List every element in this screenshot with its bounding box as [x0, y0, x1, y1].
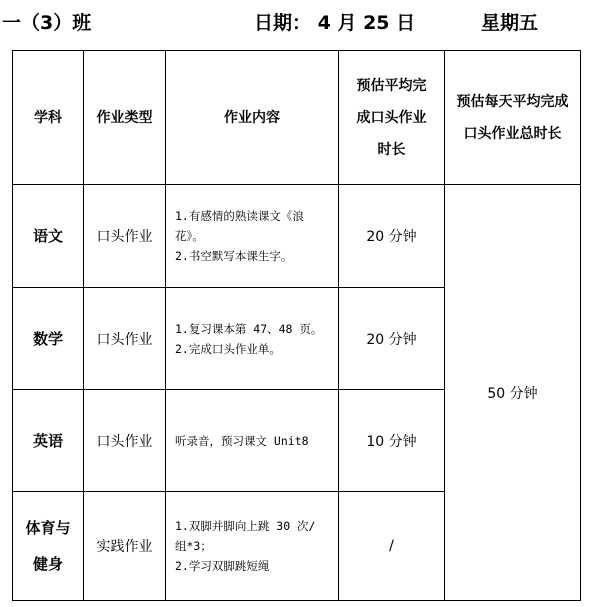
col-avg-time-line: 成口头作业	[356, 109, 427, 126]
content-cell	[166, 390, 339, 492]
content-line: 1.双脚并脚向上跳 30 次/	[175, 519, 316, 533]
col-avg-time-line: 时长	[377, 141, 406, 158]
col-daily-total	[445, 51, 581, 185]
type-cell: 口头作业	[84, 185, 166, 288]
daily-total-cell: 50 分钟	[445, 185, 581, 601]
avg-time-cell: 10 分钟	[339, 390, 445, 492]
content-line: 1.复习课本第 47、48 页。	[175, 321, 323, 336]
col-daily-total-line: 预估每天平均完成	[456, 93, 569, 110]
date: 日期： 4 月 25 日	[254, 12, 416, 34]
type-cell: 口头作业	[84, 288, 166, 390]
avg-time-cell: 20 分钟	[339, 288, 445, 390]
subject-line: 体育与	[25, 519, 71, 537]
col-type: 作业类型	[84, 51, 166, 185]
subject-line: 健身	[32, 555, 63, 573]
subject-cell	[13, 492, 84, 601]
subject-cell: 语文	[13, 185, 84, 288]
content-cell	[166, 492, 339, 601]
avg-time-cell: 20 分钟	[339, 185, 445, 288]
content-cell	[166, 288, 339, 390]
header-row	[13, 51, 581, 185]
content-line: 组*3；	[175, 539, 212, 553]
homework-table	[12, 50, 581, 601]
col-subject: 学科	[13, 51, 84, 185]
content-line: 1.有感情的熟读课文《浪	[175, 209, 304, 223]
type-cell: 口头作业	[84, 390, 166, 492]
col-avg-time	[339, 51, 445, 185]
header	[0, 8, 589, 34]
content-line: 2.完成口头作业单。	[175, 341, 281, 356]
subject-cell: 英语	[13, 390, 84, 492]
avg-time-cell: /	[339, 492, 445, 601]
class-name: 一（3）班	[2, 12, 92, 34]
table-row	[13, 185, 581, 288]
content-line: 2.书空默写本课生字。	[175, 249, 293, 263]
col-avg-time-line: 预估平均完	[356, 77, 427, 94]
col-content: 作业内容	[166, 51, 339, 185]
type-cell: 实践作业	[84, 492, 166, 601]
col-daily-total-line: 口头作业总时长	[463, 125, 562, 142]
content-cell	[166, 185, 339, 288]
content-line: 花》。	[175, 229, 204, 243]
content-line: 听录音，预习课文 Unit8	[175, 433, 309, 448]
weekday: 星期五	[481, 12, 539, 34]
subject-cell: 数学	[13, 288, 84, 390]
content-line: 2.学习双脚跳短绳	[175, 559, 270, 573]
